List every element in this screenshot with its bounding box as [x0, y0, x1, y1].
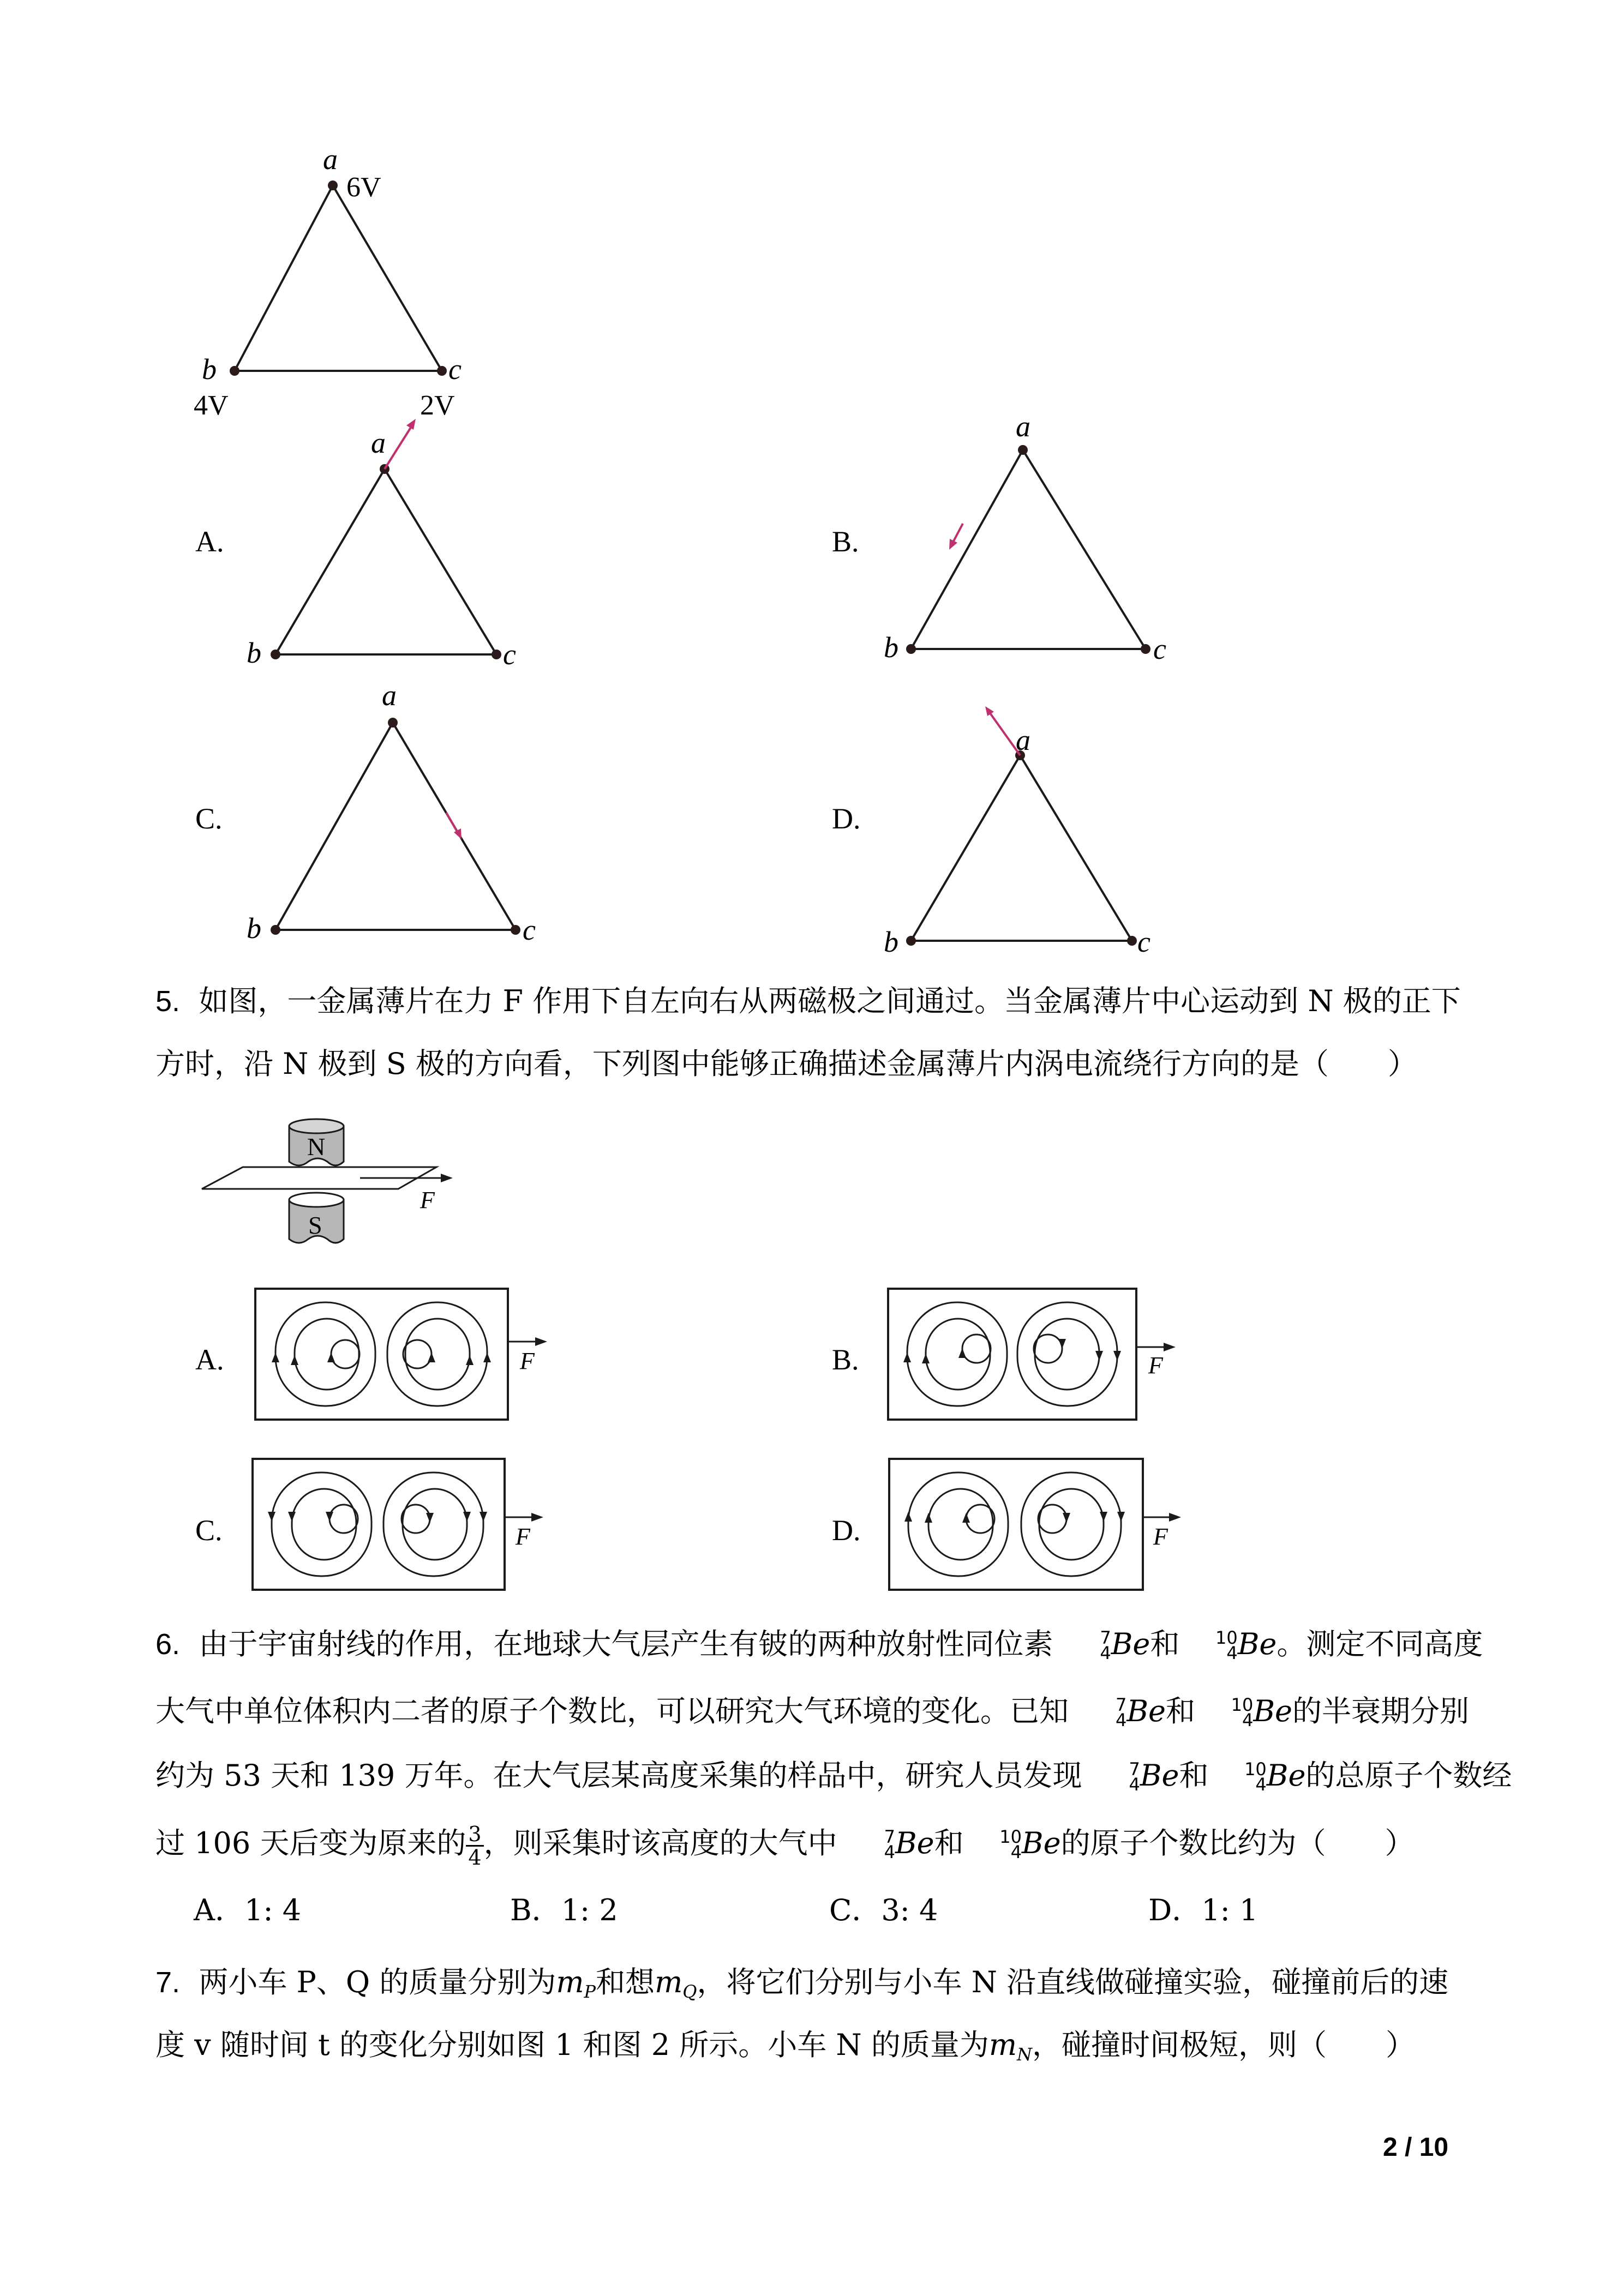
q4-option-d-label[interactable]: D.: [832, 802, 861, 835]
q7-line1: 7. 两小车 P、Q 的质量分别为mP和想mQ，将它们分别与小车 N 沿直线做碰撞实验，碰撞前后的速: [155, 1965, 1449, 2002]
potential-a-label: 6V: [346, 172, 381, 203]
north-pole-label: N: [307, 1133, 326, 1161]
q6-choice-c[interactable]: C．3: 4: [829, 1893, 938, 1927]
q6-line4: 过 106 天后变为原来的 $\frac{3}{4}$ ，则采集时该高度的大气中 7 4 Be和 10 4 Be的原子个数比约为（ ）: [155, 1822, 1415, 1870]
current-arrow-icon: [428, 1353, 435, 1362]
q4-option-b-label[interactable]: B.: [832, 525, 859, 558]
vertex-a-label: a: [382, 679, 397, 712]
q5-option-a-label[interactable]: A.: [195, 1343, 224, 1376]
potential-c-label: 2V: [420, 390, 455, 421]
be10-isotope: 10 4: [1231, 1694, 1254, 1730]
force-label: F: [1153, 1523, 1168, 1550]
q6-choice-a[interactable]: A．1: 4: [194, 1893, 302, 1927]
arrow-icon: [406, 419, 416, 430]
vertex-c-label: c: [1137, 925, 1150, 958]
current-arrow-icon: [1117, 1512, 1125, 1522]
vertex-c-label: c: [448, 353, 462, 386]
current-arrow-icon: [288, 1512, 296, 1522]
current-arrow-icon: [1113, 1351, 1121, 1361]
be7-isotope: 7 4: [1129, 1759, 1140, 1795]
current-arrow-icon: [483, 1353, 491, 1362]
q5-option-c-label[interactable]: C.: [195, 1514, 223, 1547]
vertex-b-label: b: [247, 912, 261, 945]
force-label: F: [420, 1187, 435, 1213]
current-arrow-icon: [327, 1353, 335, 1362]
current-arrow-icon: [326, 1512, 333, 1522]
q6-line2: 大气中单位体积内二者的原子个数比，可以研究大气环境的变化。已知 7 4 Be和 10 4 Be的半衰期分别: [155, 1694, 1469, 1730]
force-arrow-icon: [1164, 1343, 1176, 1351]
q6-line1: 6. 由于宇宙射线的作用，在地球大气层产生有铍的两种放射性同位素 7 4 Be和 10 4 Be。测定不同高度: [155, 1627, 1483, 1663]
arrow-icon: [985, 706, 994, 716]
south-pole-label: S: [308, 1211, 322, 1239]
q4-option-d-figure[interactable]: [873, 679, 1178, 958]
be7-isotope: 7 4: [1115, 1694, 1127, 1730]
be10-isotope: 10 4: [1215, 1627, 1238, 1663]
q5-option-c-figure[interactable]: [251, 1457, 556, 1596]
force-arrow-icon: [535, 1337, 547, 1346]
current-arrow-icon: [1100, 1512, 1107, 1522]
current-arrow-icon: [904, 1512, 912, 1522]
page-number: 2 / 10: [1383, 2133, 1449, 2162]
vertex-b-label: b: [884, 925, 898, 958]
q5-option-d-figure[interactable]: [888, 1457, 1193, 1596]
force-arrow-icon: [1169, 1513, 1181, 1522]
q4-option-a-figure[interactable]: [240, 414, 546, 676]
current-arrow-icon: [480, 1512, 487, 1522]
q5-option-b-figure[interactable]: [886, 1287, 1192, 1423]
force-label: F: [520, 1348, 535, 1374]
q5-option-b-label[interactable]: B.: [832, 1343, 859, 1376]
vertex-b-label: b: [884, 631, 898, 664]
q4-option-c-label[interactable]: C.: [195, 802, 223, 835]
vertex-a-label: a: [371, 426, 386, 459]
q5-magnet-setup-figure: [196, 1113, 469, 1260]
current-arrow-icon: [1058, 1339, 1066, 1349]
current-arrow-icon: [426, 1513, 434, 1523]
current-arrow-icon: [958, 1348, 966, 1358]
q4-option-b-figure[interactable]: [873, 410, 1178, 676]
be7-isotope: 7 4: [1100, 1627, 1111, 1663]
q5-option-d-label[interactable]: D.: [832, 1514, 861, 1547]
be7-isotope: 7 4: [884, 1826, 895, 1862]
vertex-c-label: c: [503, 638, 516, 671]
q6-choice-d[interactable]: D．1: 1: [1148, 1893, 1259, 1927]
vertex-b-label: b: [202, 353, 217, 386]
current-arrow-icon: [962, 1513, 970, 1523]
current-arrow-icon: [272, 1353, 279, 1362]
vertex-c-label: c: [1153, 633, 1166, 665]
potential-triangle-figure: [180, 142, 464, 431]
q6-choice-b[interactable]: B．1: 2: [510, 1893, 618, 1927]
q5-line1: 5. 如图，一金属薄片在力 F 作用下自左向右从两磁极之间通过。当金属薄片中心运动到 N 极的正下: [155, 984, 1461, 1018]
q5-option-a-figure[interactable]: [254, 1287, 559, 1423]
current-arrow-icon: [925, 1513, 932, 1523]
current-arrow-icon: [268, 1512, 275, 1522]
current-arrow-icon: [922, 1354, 930, 1363]
current-arrow-icon: [1095, 1351, 1103, 1361]
force-arrow-icon: [441, 1174, 453, 1182]
arrow-icon: [454, 828, 462, 839]
current-arrow-icon: [291, 1355, 298, 1365]
force-label: F: [1148, 1352, 1163, 1379]
current-arrow-icon: [903, 1353, 911, 1362]
force-arrow-icon: [531, 1513, 543, 1522]
q7-line2: 度 v 随时间 t 的变化分别如图 1 和图 2 所示。小车 N 的质量为mN，碰撞时间极短，则（ ）: [155, 2028, 1416, 2065]
q5-line2: 方时，沿 N 极到 S 极的方向看，下列图中能够正确描述金属薄片内涡电流绕行方向的是（ ）: [155, 1047, 1417, 1081]
vertex-a-label: a: [323, 143, 338, 176]
current-arrow-icon: [463, 1512, 471, 1522]
q4-option-c-figure[interactable]: [240, 679, 546, 952]
current-arrow-icon: [1063, 1513, 1070, 1523]
current-arrow-icon: [466, 1355, 474, 1365]
be10-isotope: 10 4: [1244, 1759, 1267, 1795]
potential-b-label: 4V: [194, 390, 229, 421]
be10-isotope: 10 4: [999, 1826, 1022, 1862]
q4-option-a-label[interactable]: A.: [195, 525, 224, 558]
force-label: F: [516, 1523, 530, 1550]
vertex-a-label: a: [1016, 410, 1030, 443]
vertex-c-label: c: [523, 913, 536, 946]
vertex-b-label: b: [247, 636, 261, 669]
three-quarters-fraction: $\frac{3}{4}$: [466, 1823, 483, 1868]
q6-line3: 约为 53 天和 139 万年。在大气层某高度采集的样品中，研究人员发现 7 4 Be和 10 4 Be的总原子个数经: [155, 1758, 1512, 1795]
vertex-a-label: a: [1016, 724, 1030, 756]
